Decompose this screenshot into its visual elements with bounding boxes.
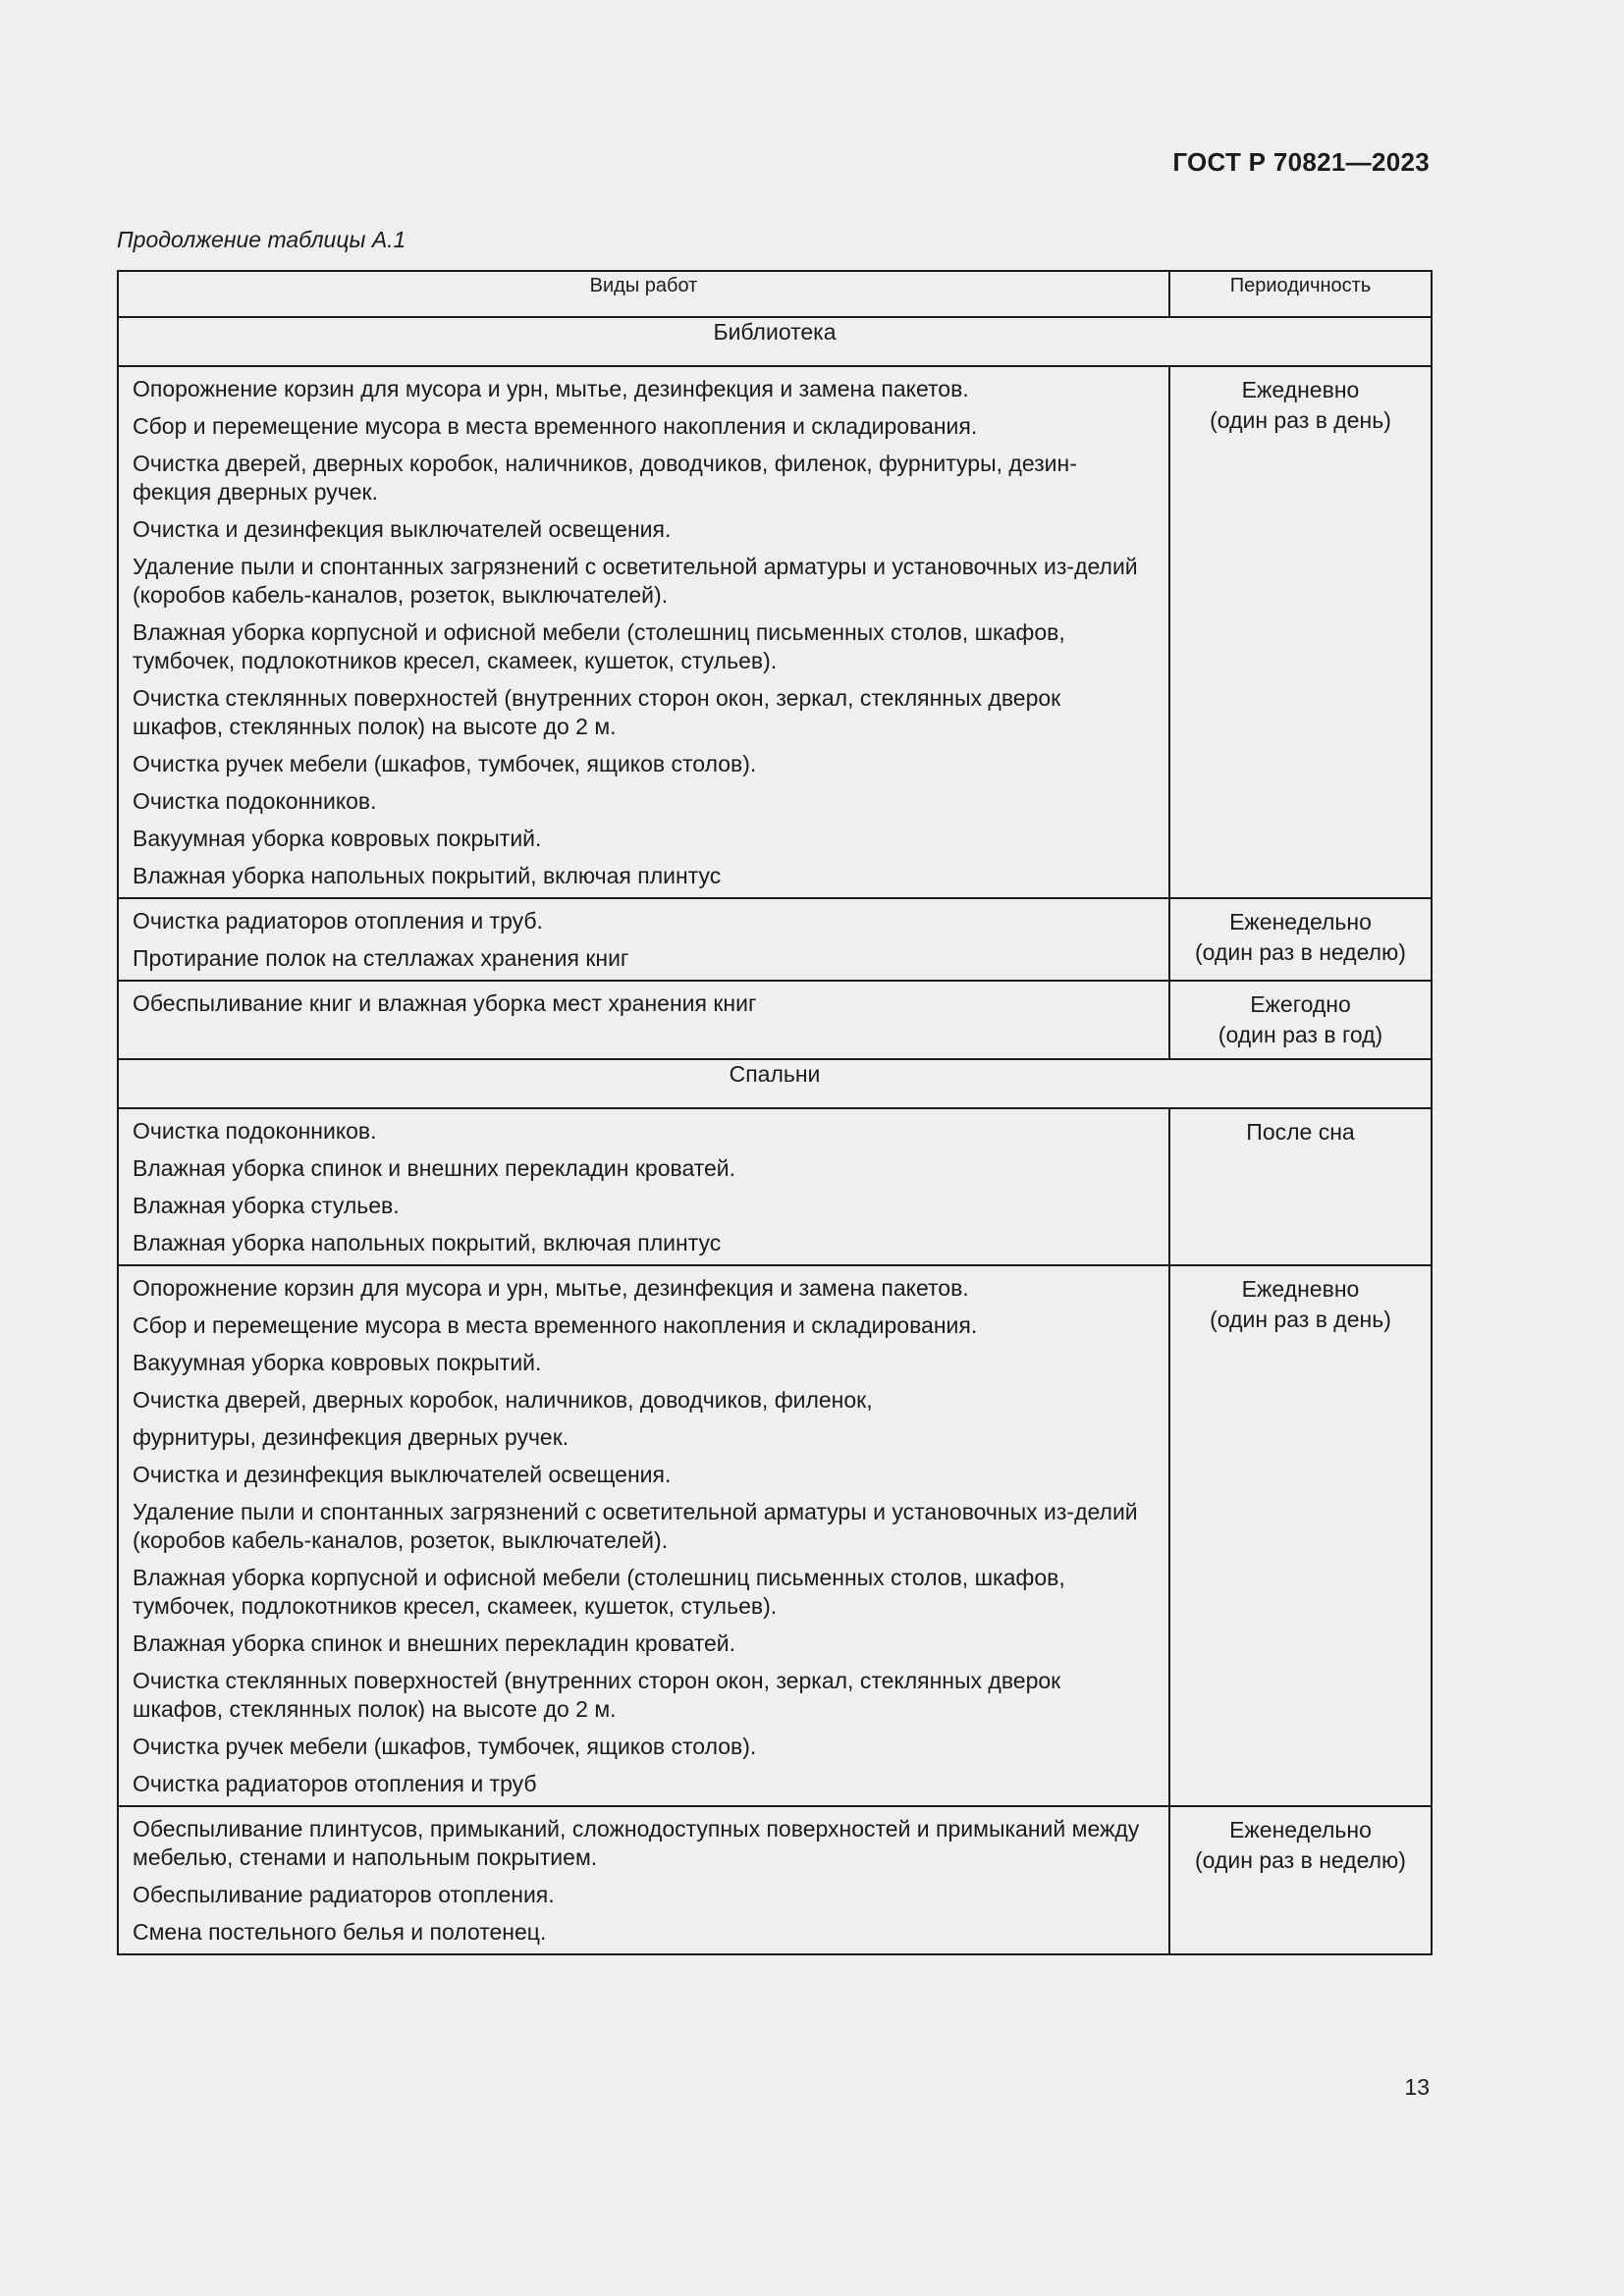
task-item: Смена постельного белья и полотенец. bbox=[133, 1919, 547, 1945]
work-types-cell bbox=[118, 366, 1169, 898]
periodicity-cell bbox=[1169, 1265, 1432, 1806]
task-item: Обеспыливание плинтусов, примыканий, сложнодоступных поверхностей и примыканий между мебелью, стенами и напольным покрытием. bbox=[133, 1816, 1140, 1870]
work-types-cell bbox=[118, 1806, 1169, 1954]
section-row bbox=[118, 317, 1432, 366]
periodicity-line: После сна bbox=[1246, 1119, 1355, 1145]
task-item: Очистка подоконников. bbox=[133, 788, 377, 814]
table-header-row bbox=[118, 271, 1432, 317]
task-item: Опорожнение корзин для мусора и урн, мытье, дезинфекция и замена пакетов. bbox=[133, 1275, 969, 1301]
section-row bbox=[118, 1059, 1432, 1108]
periodicity-line: Еженедельно bbox=[1229, 909, 1372, 934]
task-item: Влажная уборка напольных покрытий, включая плинтус bbox=[133, 863, 722, 888]
periodicity-line: Ежедневно bbox=[1241, 377, 1360, 402]
table-row bbox=[118, 898, 1432, 981]
task-item: Очистка дверей, дверных коробок, наличников, доводчиков, филенок, bbox=[133, 1387, 873, 1413]
periodicity-cell bbox=[1169, 1108, 1432, 1265]
task-item: Влажная уборка спинок и внешних перекладин кроватей. bbox=[133, 1630, 736, 1656]
task-item: Сбор и перемещение мусора в места временного накопления и складирования. bbox=[133, 1312, 978, 1338]
task-item: Очистка и дезинфекция выключателей освещения. bbox=[133, 516, 672, 542]
task-item: Удаление пыли и спонтанных загрязнений с осветительной арматуры и установочных из-делий (коробов кабель-каналов, розеток, выключателей). bbox=[133, 1499, 1138, 1553]
periodicity-cell bbox=[1169, 898, 1432, 981]
periodicity-line: (один раз в день) bbox=[1210, 1307, 1391, 1332]
periodicity-cell bbox=[1169, 981, 1432, 1059]
periodicity-line: Еженедельно bbox=[1229, 1817, 1372, 1842]
task-item: Влажная уборка напольных покрытий, включая плинтус bbox=[133, 1230, 722, 1255]
task-item: Сбор и перемещение мусора в места временного накопления и складирования. bbox=[133, 413, 978, 439]
work-types-cell bbox=[118, 1265, 1169, 1806]
task-item: Влажная уборка корпусной и офисной мебели (столешниц письменных столов, шкафов, тумбочек, подлокотников кресел, скамеек, кушеток, стульев). bbox=[133, 1565, 1065, 1619]
task-item: Обеспыливание книг и влажная уборка мест хранения книг bbox=[133, 990, 757, 1016]
page-number: 13 bbox=[1404, 2074, 1430, 2100]
document-code: ГОСТ Р 70821—2023 bbox=[1172, 147, 1430, 177]
task-item: Очистка радиаторов отопления и труб bbox=[133, 1771, 537, 1796]
task-item: Влажная уборка корпусной и офисной мебели (столешниц письменных столов, шкафов, тумбочек, подлокотников кресел, скамеек, кушеток, стульев). bbox=[133, 619, 1065, 673]
task-item: Влажная уборка стульев. bbox=[133, 1193, 400, 1218]
periodicity-cell bbox=[1169, 366, 1432, 898]
task-item: Очистка подоконников. bbox=[133, 1118, 377, 1144]
task-item: Обеспыливание радиаторов отопления. bbox=[133, 1882, 555, 1907]
table-row bbox=[118, 1108, 1432, 1265]
task-item: Протирание полок на стеллажах хранения книг bbox=[133, 945, 629, 971]
periodicity-line: Ежегодно bbox=[1250, 991, 1351, 1017]
task-item: Очистка стеклянных поверхностей (внутренних сторон окон, зеркал, стеклянных дверок шкафов, стеклянных полок) на высоте до 2 м. bbox=[133, 1668, 1061, 1722]
table-body bbox=[118, 317, 1432, 1954]
table-row bbox=[118, 1806, 1432, 1954]
table-caption: Продолжение таблицы А.1 bbox=[117, 227, 406, 252]
works-table bbox=[117, 270, 1433, 1955]
task-item: Очистка дверей, дверных коробок, наличников, доводчиков, филенок, фурнитуры, дезин-фекция дверных ручек. bbox=[133, 451, 1077, 505]
section-title: Библиотека bbox=[118, 317, 1432, 366]
work-types-cell bbox=[118, 1108, 1169, 1265]
periodicity-cell bbox=[1169, 1806, 1432, 1954]
task-item: Вакуумная уборка ковровых покрытий. bbox=[133, 826, 542, 851]
task-item: Очистка ручек мебели (шкафов, тумбочек, ящиков столов). bbox=[133, 751, 757, 776]
periodicity-line: (один раз в неделю) bbox=[1195, 1847, 1406, 1873]
work-types-cell bbox=[118, 981, 1169, 1059]
task-item: Очистка ручек мебели (шкафов, тумбочек, ящиков столов). bbox=[133, 1734, 757, 1759]
table-row bbox=[118, 366, 1432, 898]
task-item: Вакуумная уборка ковровых покрытий. bbox=[133, 1350, 542, 1375]
task-item: Опорожнение корзин для мусора и урн, мытье, дезинфекция и замена пакетов. bbox=[133, 376, 969, 401]
column-header-periodicity: Периодичность bbox=[1169, 271, 1432, 317]
section-title: Спальни bbox=[118, 1059, 1432, 1108]
periodicity-line: (один раз в год) bbox=[1218, 1022, 1383, 1047]
task-item: Удаление пыли и спонтанных загрязнений с осветительной арматуры и установочных из-делий (коробов кабель-каналов, розеток, выключателей). bbox=[133, 554, 1138, 608]
column-header-work-types: Виды работ bbox=[118, 271, 1169, 317]
work-types-cell bbox=[118, 898, 1169, 981]
table-row bbox=[118, 1265, 1432, 1806]
periodicity-line: Ежедневно bbox=[1241, 1276, 1360, 1302]
task-item: Очистка радиаторов отопления и труб. bbox=[133, 908, 543, 934]
periodicity-line: (один раз в неделю) bbox=[1195, 939, 1406, 965]
periodicity-line: (один раз в день) bbox=[1210, 407, 1391, 433]
task-item: Влажная уборка спинок и внешних перекладин кроватей. bbox=[133, 1155, 736, 1181]
task-item: Очистка и дезинфекция выключателей освещения. bbox=[133, 1462, 672, 1487]
table-row bbox=[118, 981, 1432, 1059]
task-item: Очистка стеклянных поверхностей (внутренних сторон окон, зеркал, стеклянных дверок шкафов, стеклянных полок) на высоте до 2 м. bbox=[133, 685, 1061, 739]
task-item: фурнитуры, дезинфекция дверных ручек. bbox=[133, 1424, 569, 1450]
